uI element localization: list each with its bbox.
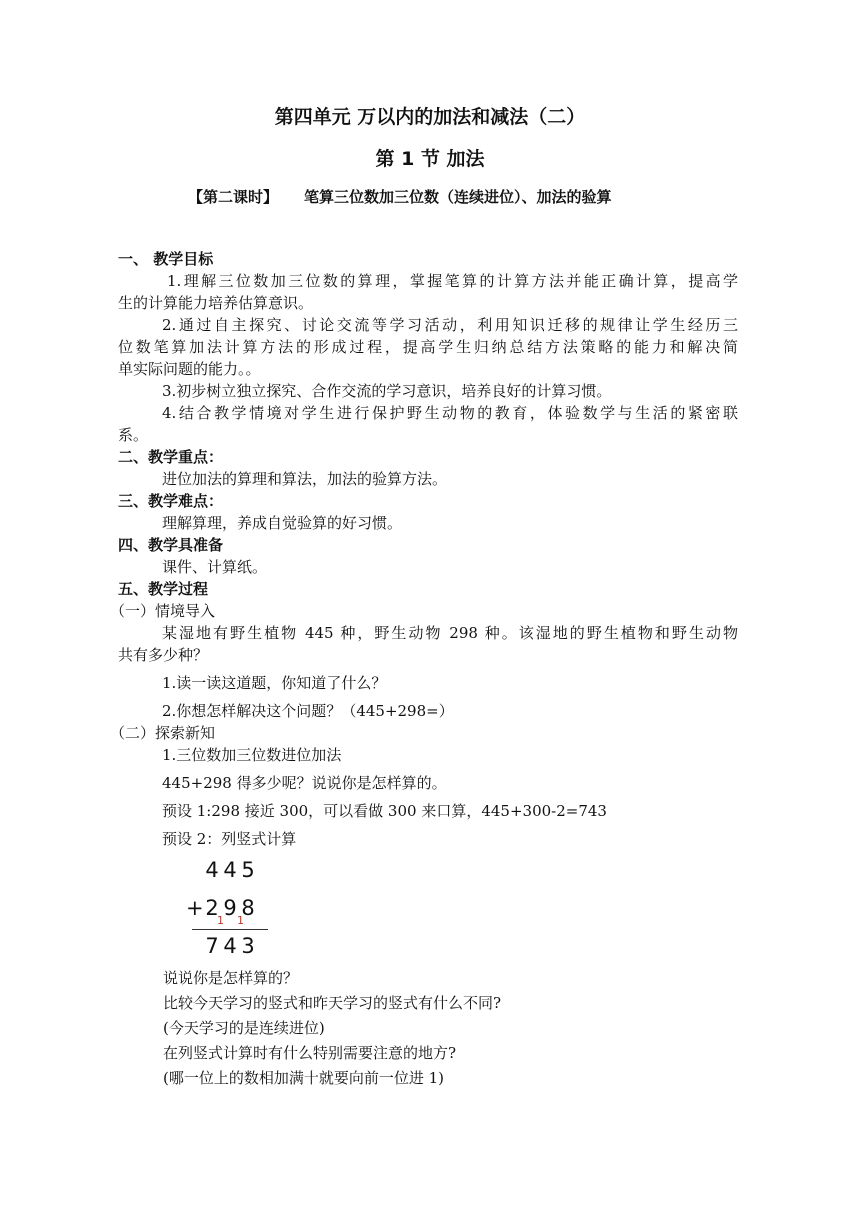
preset-2-line: 预设 2：列竖式计算 (162, 830, 297, 848)
digit: 4 (223, 934, 239, 958)
section-heading-materials: 四、教学具准备 (118, 536, 224, 554)
section-heading-process: 五、教学过程 (118, 580, 209, 598)
vertical-addition (186, 858, 276, 962)
digit: 9 (223, 896, 239, 920)
discussion-line-5: (哪一位上的数相加满十就要向前一位进 1) (163, 1069, 445, 1087)
lesson-title: 笔算三位数加三位数（连续进位）、加法的验算 (304, 188, 612, 206)
discussion-line-4: 在列竖式计算时有什么特别需要注意的地方? (163, 1044, 457, 1062)
section-heading-difficulties: 三、教学难点： (118, 492, 224, 510)
section-title: 第 1 节 加法 (375, 148, 485, 170)
digit: 2 (205, 896, 221, 920)
digit: 8 (241, 896, 257, 920)
question-1: 1.读一读这道题，你知道了什么？ (162, 674, 387, 692)
section-heading-key-points: 二、教学重点： (118, 448, 224, 466)
topic-line: 1.三位数加三位数进位加法 (162, 746, 342, 764)
goal-4-line-2: 系。 (118, 426, 149, 444)
carry-digit: 1 (217, 914, 224, 927)
problem-line-1: 某湿地有野生植物 445 种，野生动物 298 种。该湿地的野生植物和野生动物 (162, 624, 738, 642)
digit: 5 (241, 858, 257, 882)
discussion-block (163, 966, 501, 1091)
section-heading-goals: 一、 教学目标 (118, 250, 214, 268)
part-1-heading: （一）情境导入 (110, 602, 216, 620)
ask-line: 445+298 得多少呢？说说你是怎样算的。 (162, 774, 447, 792)
goal-1-line-1: 1.理解三位数加三位数的算理，掌握笔算的计算方法并能正确计算，提高学 (167, 272, 738, 290)
discussion-line-3: (今天学习的是连续进位) (163, 1019, 325, 1037)
lesson-label: 【第二课时】 (188, 188, 279, 206)
result-row (204, 934, 258, 958)
part-2-heading: （二）探索新知 (110, 724, 216, 742)
plus-sign: + (186, 896, 206, 920)
goal-2-line-2: 位数笔算加法计算方法的形成过程，提高学生归纳总结方法策略的能力和解决简 (118, 338, 738, 356)
digit: 4 (205, 858, 221, 882)
goal-3: 3.初步树立独立探究、合作交流的学习意识，培养良好的计算习惯。 (162, 382, 612, 400)
goal-4-line-1: 4.结合教学情境对学生进行保护野生动物的教育，体验数学与生活的紧密联 (162, 404, 738, 422)
unit-title: 第四单元 万以内的加法和减法（二） (274, 106, 586, 128)
addend-top-row (204, 858, 258, 882)
document-body (110, 248, 738, 850)
goal-1-line-2: 生的计算能力培养估算意识。 (118, 294, 314, 312)
digit: 3 (241, 934, 257, 958)
preset-1-line: 预设 1:298 接近 300，可以看做 300 来口算，445+300-2=743 (162, 802, 607, 820)
problem-line-2: 共有多少种？ (118, 646, 209, 664)
difficulties-text: 理解算理，养成自觉验算的好习惯。 (162, 514, 403, 532)
materials-text: 课件、计算纸。 (162, 558, 268, 576)
goal-2-line-1: 2.通过自主探究、讨论交流等学习活动，利用知识迁移的规律让学生经历三 (162, 316, 738, 334)
goal-2-line-3: 单实际问题的能力。。 (118, 360, 261, 378)
digit: 4 (223, 858, 239, 882)
discussion-line-1: 说说你是怎样算的？ (163, 969, 299, 987)
discussion-line-2: 比较今天学习的竖式和昨天学习的竖式有什么不同? (163, 994, 502, 1012)
key-points-text: 进位加法的算理和算法，加法的验算方法。 (162, 470, 448, 488)
sum-line (192, 929, 268, 930)
digit: 7 (205, 934, 221, 958)
question-2: 2.你想怎样解决这个问题？（445+298=） (162, 702, 454, 720)
lesson-heading (188, 186, 612, 207)
carry-digit: 1 (237, 914, 244, 927)
